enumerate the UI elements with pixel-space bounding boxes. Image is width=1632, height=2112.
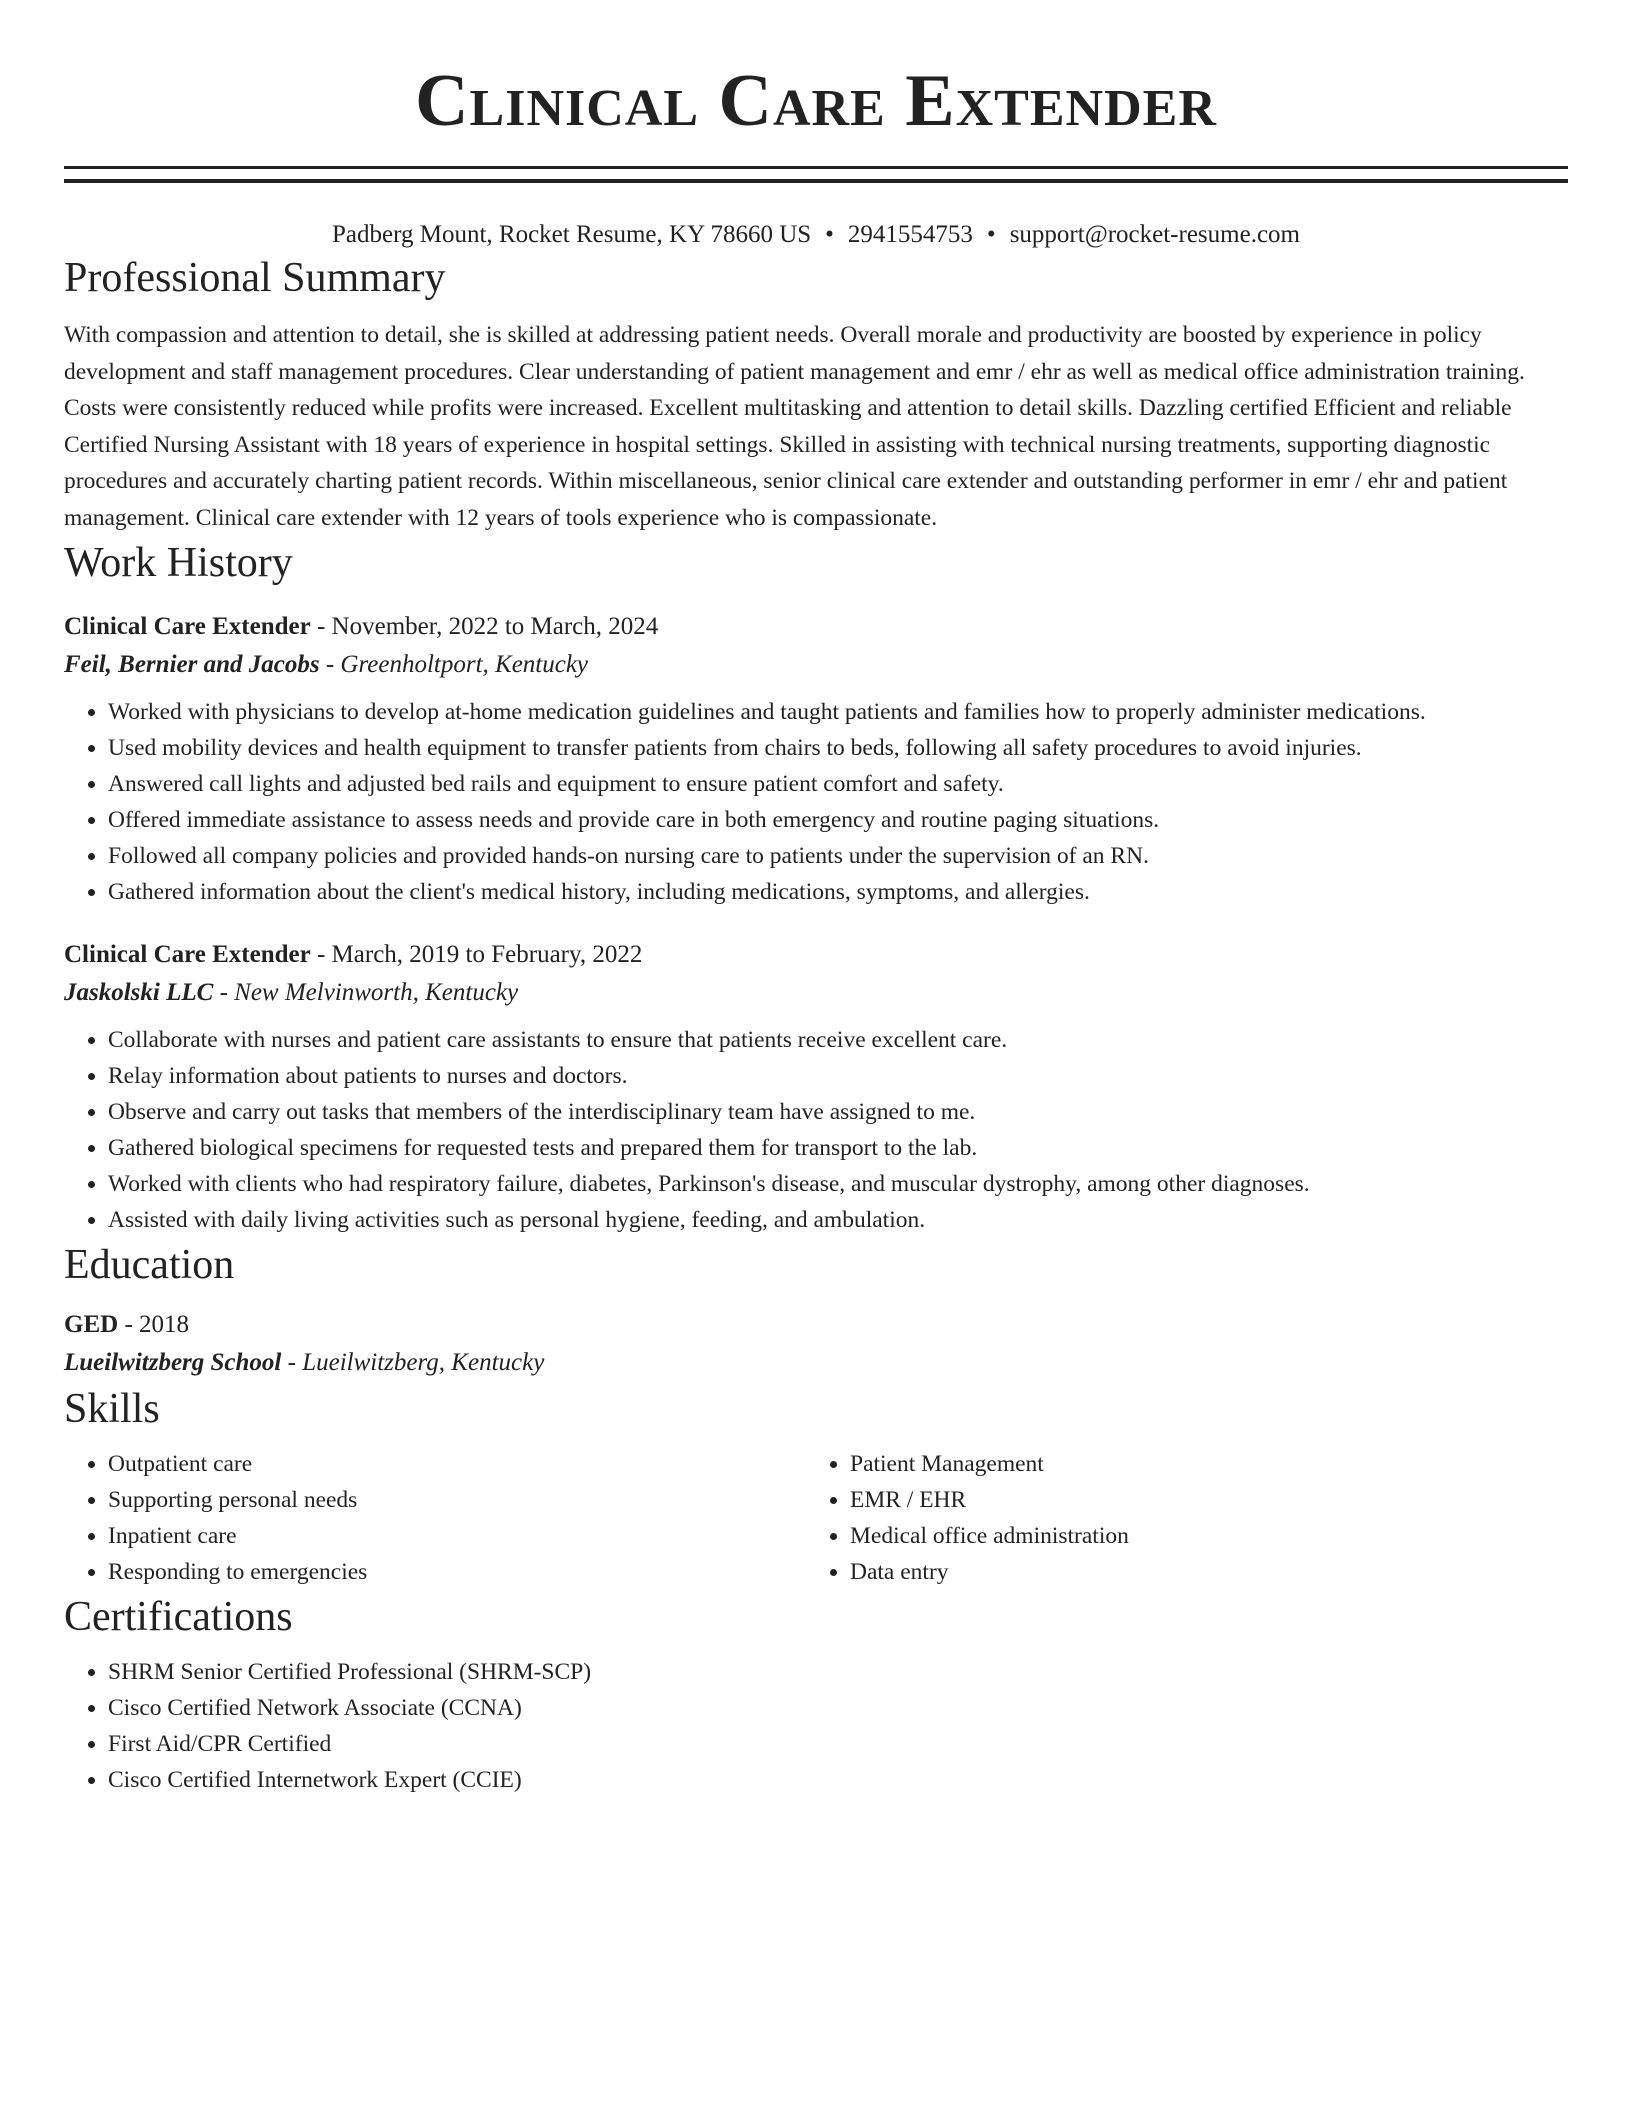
skills-left-list bbox=[64, 1446, 806, 1590]
certifications-list bbox=[64, 1654, 1568, 1798]
degree-year: - 2018 bbox=[118, 1311, 190, 1338]
list-item: • EMR / EHR bbox=[850, 1482, 1548, 1518]
contact-address: Padberg Mount, Rocket Resume, KY 78660 US bbox=[332, 221, 812, 248]
list-item: • Followed all company policies and provided hands-on nursing care to patients under the supervision of an RN. bbox=[108, 838, 1568, 874]
job-title: Clinical Care Extender bbox=[64, 613, 311, 640]
school-line bbox=[64, 1344, 1568, 1382]
employer-line bbox=[64, 646, 1568, 684]
list-item: • Cisco Certified Internetwork Expert (CCIE) bbox=[108, 1762, 1568, 1798]
summary-text: With compassion and attention to detail, she is skilled at addressing patient needs. Overall morale and productivity are boosted by experience in policy development and staff management procedures. Clear understanding of patient management and emr / ehr as well as medical office administration training. Costs were consistently reduced while profits were increased. Excellent multitasking and attention to detail skills. Dazzling certified Efficient and reliable Certified Nursing Assistant with 18 years of experience in hospital settings. Skilled in assisting with technical nursing treatments, supporting diagnostic procedures and accurately charting patient records. Within miscellaneous, senior clinical care extender and outstanding performer in emr / ehr and patient management. Clinical care extender with 12 years of tools experience who is compassionate. bbox=[64, 322, 1525, 531]
school-name: Lueilwitzberg School bbox=[64, 1349, 282, 1376]
list-item: • First Aid/CPR Certified bbox=[108, 1726, 1568, 1762]
contact-separator: • bbox=[825, 221, 834, 248]
list-item: • Supporting personal needs bbox=[108, 1482, 806, 1518]
degree: GED bbox=[64, 1311, 119, 1338]
list-item: • Responding to emergencies bbox=[108, 1554, 806, 1590]
employer-name: Feil, Bernier and Jacobs bbox=[64, 651, 320, 678]
school-location: - Lueilwitzberg, Kentucky bbox=[281, 1349, 545, 1376]
skills-heading: Skills bbox=[64, 1386, 160, 1432]
job-entry bbox=[64, 608, 1568, 910]
list-item: • Answered call lights and adjusted bed rails and equipment to ensure patient comfort and safety. bbox=[108, 766, 1568, 802]
list-item: • Worked with physicians to develop at-home medication guidelines and taught patients and families how to properly administer medications. bbox=[108, 694, 1568, 730]
education-heading: Education bbox=[64, 1242, 235, 1288]
list-item: • Cisco Certified Network Associate (CCNA) bbox=[108, 1690, 1568, 1726]
employer-location: - Greenholtport, Kentucky bbox=[319, 651, 589, 678]
contact-phone: 2941554753 bbox=[847, 221, 973, 248]
education-entry bbox=[64, 1306, 1568, 1382]
employer-location: - New Melvinworth, Kentucky bbox=[213, 979, 519, 1006]
work-history-heading: Work History bbox=[64, 540, 293, 586]
certifications-heading: Certifications bbox=[64, 1594, 293, 1640]
resume-title: Clinical Care Extender bbox=[415, 60, 1217, 142]
skills-columns bbox=[64, 1446, 1568, 1590]
list-item: • Collaborate with nurses and patient care assistants to ensure that patients receive excellent care. bbox=[108, 1022, 1568, 1058]
job-dates: - November, 2022 to March, 2024 bbox=[310, 613, 659, 640]
summary-heading: Professional Summary bbox=[64, 255, 446, 301]
job-title-line bbox=[64, 608, 1568, 646]
list-item: • SHRM Senior Certified Professional (SHRM-SCP) bbox=[108, 1654, 1568, 1690]
list-item: • Offered immediate assistance to assess needs and provide care in both emergency and routine paging situations. bbox=[108, 802, 1568, 838]
list-item: • Inpatient care bbox=[108, 1518, 806, 1554]
job-dates: - March, 2019 to February, 2022 bbox=[310, 941, 643, 968]
contact-line bbox=[64, 219, 1568, 251]
list-item: • Assisted with daily living activities such as personal hygiene, feeding, and ambulation. bbox=[108, 1202, 1568, 1238]
employer-line bbox=[64, 974, 1568, 1012]
degree-line bbox=[64, 1306, 1568, 1344]
list-item: • Observe and carry out tasks that members of the interdisciplinary team have assigned to me. bbox=[108, 1094, 1568, 1130]
title-double-rule bbox=[64, 166, 1568, 183]
skills-right-list bbox=[806, 1446, 1548, 1590]
list-item: • Data entry bbox=[850, 1554, 1548, 1590]
employer-name: Jaskolski LLC bbox=[64, 979, 214, 1006]
list-item: • Used mobility devices and health equipment to transfer patients from chairs to beds, following all safety procedures to avoid injuries. bbox=[108, 730, 1568, 766]
job-entry bbox=[64, 936, 1568, 1238]
list-item: • Worked with clients who had respiratory failure, diabetes, Parkinson's disease, and muscular dystrophy, among other diagnoses. bbox=[108, 1166, 1568, 1202]
job-bullets bbox=[64, 694, 1568, 910]
list-item: • Relay information about patients to nurses and doctors. bbox=[108, 1058, 1568, 1094]
job-title: Clinical Care Extender bbox=[64, 941, 311, 968]
list-item: • Medical office administration bbox=[850, 1518, 1548, 1554]
job-title-line bbox=[64, 936, 1568, 974]
list-item: • Gathered biological specimens for requested tests and prepared them for transport to the lab. bbox=[108, 1130, 1568, 1166]
contact-email: support@rocket-resume.com bbox=[1009, 221, 1300, 248]
list-item: • Outpatient care bbox=[108, 1446, 806, 1482]
list-item: • Patient Management bbox=[850, 1446, 1548, 1482]
contact-separator: • bbox=[986, 221, 996, 248]
job-bullets bbox=[64, 1022, 1568, 1238]
list-item: • Gathered information about the client's medical history, including medications, symptoms, and allergies. bbox=[108, 874, 1568, 910]
